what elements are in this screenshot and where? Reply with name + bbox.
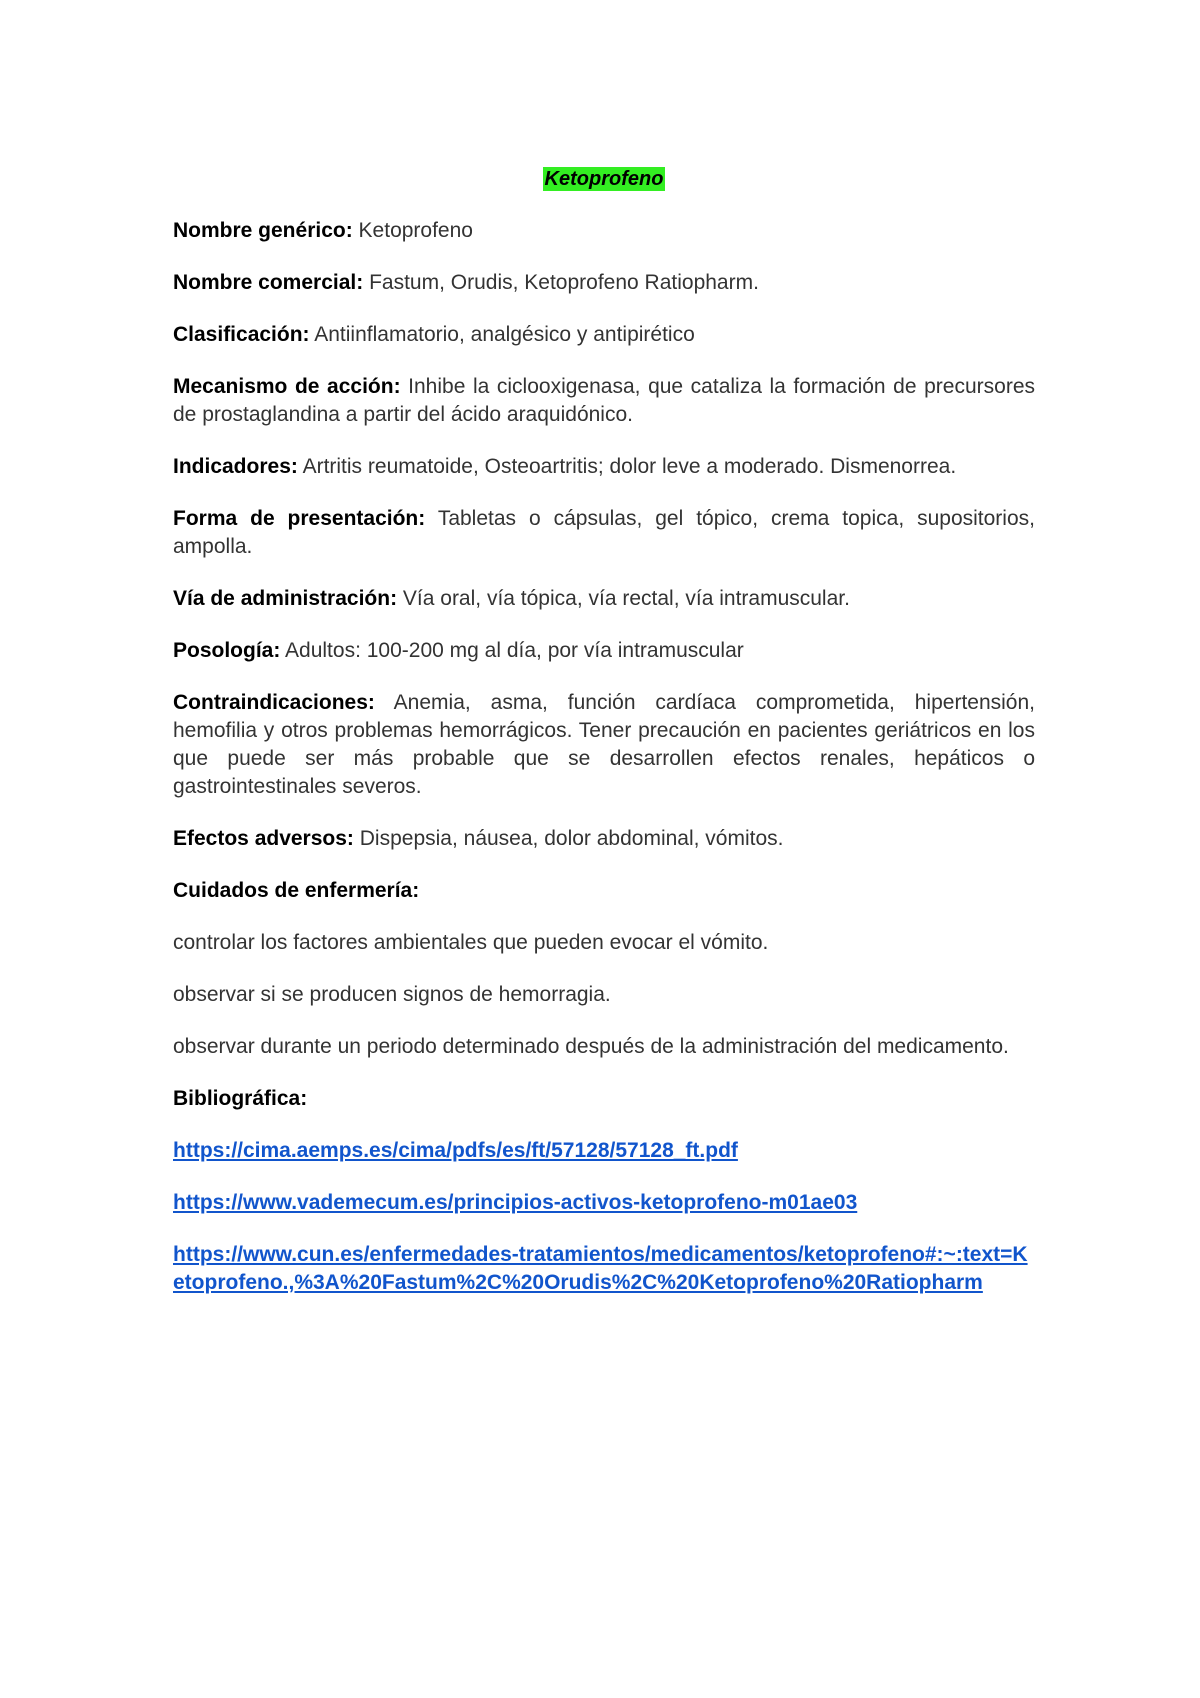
- field-value: Ketoprofeno: [358, 219, 473, 242]
- field-nombre-generico: [173, 217, 1035, 245]
- document-page: [173, 165, 1035, 1321]
- field-nombre-comercial: [173, 269, 1035, 297]
- field-value: Inhibe la ciclooxigenasa, que cataliza la formación de precursores de prostaglandina a partir del ácido araquidónico.: [173, 375, 1035, 426]
- field-indicadores: [173, 453, 1035, 481]
- document-title: Ketoprofeno: [544, 168, 664, 190]
- nursing-item: observar si se producen signos de hemorragia.: [173, 983, 611, 1006]
- field-label: Nombre comercial:: [173, 271, 364, 294]
- nursing-item: controlar los factores ambientales que pueden evocar el vómito.: [173, 931, 769, 954]
- field-value: Adultos: 100-200 mg al día, por vía intramuscular: [285, 639, 744, 662]
- field-value: Artritis reumatoide, Osteoartritis; dolor leve a moderado. Dismenorrea.: [302, 455, 957, 478]
- field-posologia: [173, 637, 1035, 665]
- field-label: Efectos adversos:: [173, 827, 354, 850]
- field-value: Anemia, asma, función cardíaca comprometida, hipertensión, hemofilia y otros problemas hemorrágicos. Tener precaución en pacientes geriátricos en los que puede ser más probable que se desarrollen efectos renales, hepáticos o gastrointestinales severos.: [173, 691, 1035, 798]
- field-label: Clasificación:: [173, 323, 310, 346]
- bibliography-heading: Bibliográfica:: [173, 1087, 308, 1110]
- field-forma-de-presentacion: [173, 505, 1035, 561]
- bibliography-link[interactable]: https://cima.aemps.es/cima/pdfs/es/ft/57128/57128_ft.pdf: [173, 1139, 738, 1162]
- field-value: Fastum, Orudis, Ketoprofeno Ratiopharm.: [369, 271, 759, 294]
- field-via-de-administracion: [173, 585, 1035, 613]
- nursing-heading: Cuidados de enfermería:: [173, 879, 420, 902]
- field-label: Forma de presentación:: [173, 507, 426, 530]
- field-label: Contraindicaciones:: [173, 691, 375, 714]
- nursing-item: observar durante un periodo determinado después de la administración del medicamento.: [173, 1035, 1009, 1058]
- bibliography-entry: [173, 1241, 1035, 1297]
- bibliography-entry: [173, 1189, 1035, 1217]
- field-label: Vía de administración:: [173, 587, 398, 610]
- bibliography-link[interactable]: https://www.cun.es/enfermedades-tratamientos/medicamentos/ketoprofeno#:~:text=Ketoprofeno.,%3A%20Fastum%2C%20Orudis%2C%20Ketoprofeno%20Ratiopharm: [173, 1243, 1028, 1294]
- field-value: Tabletas o cápsulas, gel tópico, crema topica, supositorios, ampolla.: [173, 507, 1035, 558]
- field-efectos-adversos: [173, 825, 1035, 853]
- field-label: Nombre genérico:: [173, 219, 353, 242]
- field-label: Indicadores:: [173, 455, 298, 478]
- field-mecanismo-de-accion: [173, 373, 1035, 429]
- field-label: Mecanismo de acción:: [173, 375, 401, 398]
- bibliography-link[interactable]: https://www.vademecum.es/principios-activos-ketoprofeno-m01ae03: [173, 1191, 858, 1214]
- field-value: Dispepsia, náusea, dolor abdominal, vómitos.: [359, 827, 784, 850]
- title-row: [173, 165, 1035, 193]
- field-value: Vía oral, vía tópica, vía rectal, vía intramuscular.: [402, 587, 850, 610]
- field-contraindicaciones: [173, 689, 1035, 801]
- field-clasificacion: [173, 321, 1035, 349]
- bibliography-entry: [173, 1137, 1035, 1165]
- field-label: Posología:: [173, 639, 281, 662]
- field-value: Antiinflamatorio, analgésico y antipirético: [314, 323, 695, 346]
